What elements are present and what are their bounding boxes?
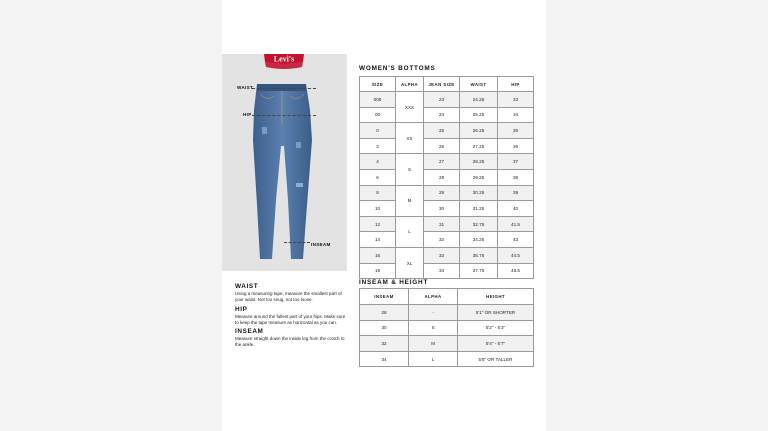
alpha-cell: XS [396,123,424,154]
svg-text:Levi's: Levi's [273,54,295,64]
jean-size-cell: 25 [424,123,460,139]
sizes-table-row [360,123,534,139]
waist-cell: 35.75 [460,247,498,263]
waist-cell: 31.25 [460,201,498,217]
hip-instructions-title: HIP [235,306,248,313]
inseam-cell: 30 [360,320,409,336]
size-cell: 14 [360,232,396,248]
sizes-table-row [360,169,534,185]
sizes-table-row [360,247,534,263]
sizes-table-row [360,216,534,232]
inseam-instructions-text: Measure straight down the inside leg from the crotch to the ankle. [235,336,345,347]
waist-guide-line [252,88,316,89]
hip-cell: 40 [498,201,534,217]
waist-instructions-text: Using a measuring tape, measure the smallest part of your waist. Not too snug, not too loose. [235,291,342,302]
size-cell: 10 [360,201,396,217]
hip-cell: 37 [498,154,534,170]
size-cell: 16 [360,247,396,263]
size-cell: 00 [360,107,396,123]
size-cell: 18 [360,263,396,279]
alpha-cell: XXS [396,92,424,123]
alpha-cell: L [396,216,424,247]
hip-instructions-text: Measure around the fullest part of your hips. Make sure to keep the tape measure as horizontal as you can. [235,314,346,325]
alpha-cell: XL [396,247,424,278]
waist-cell: 29.25 [460,169,498,185]
size-cell: 12 [360,216,396,232]
hip-label: HIP [243,112,252,117]
size-cell: 000 [360,92,396,108]
sizes-header-cell: SIZE [360,77,396,92]
alpha-cell: M [396,185,424,216]
waist-cell: 24.25 [460,92,498,108]
womens-bottoms-table [359,76,534,279]
jean-size-cell: 30 [424,201,460,217]
sizes-table-row [360,263,534,279]
inseam-header-cell: INSEAM [360,289,409,305]
inseam-alpha-cell: - [409,305,458,321]
inseam-guide-line [284,242,310,243]
waist-cell: 28.25 [460,154,498,170]
jean-size-cell: 34 [424,263,460,279]
inseam-header-cell: ALPHA [409,289,458,305]
hip-cell: 46.5 [498,263,534,279]
sizes-table-row [360,92,534,108]
sizes-header-cell: HIP [498,77,534,92]
jean-size-cell: 24 [424,107,460,123]
jean-size-cell: 32 [424,232,460,248]
inseam-alpha-cell: M [409,336,458,352]
waist-cell: 25.25 [460,107,498,123]
sizes-table-row [360,154,534,170]
sizes-header-cell: ALPHA [396,77,424,92]
hip-cell: 44.5 [498,247,534,263]
inseam-alpha-cell: S [409,320,458,336]
height-cell: 5'4" - 5'7" [458,336,534,352]
hip-guide-line [252,115,316,116]
sizes-header-cell: JEAN SIZE [424,77,460,92]
size-cell: 6 [360,169,396,185]
inseam-height-table [359,288,534,367]
size-cell: 8 [360,185,396,201]
waist-cell: 30.25 [460,185,498,201]
inseam-table-row [360,320,534,336]
inseam-label: INSEAM [311,242,331,247]
hip-cell: 38 [498,169,534,185]
jean-size-cell: 27 [424,154,460,170]
levis-logo [263,53,305,73]
jean-size-cell: 29 [424,185,460,201]
inseam-instructions [235,328,350,348]
jean-size-cell: 31 [424,216,460,232]
sizes-table-row [360,232,534,248]
waist-cell: 34.25 [460,232,498,248]
inseam-table-row [360,305,534,321]
sizes-table-row [360,138,534,154]
waist-cell: 27.25 [460,138,498,154]
waist-cell: 26.25 [460,123,498,139]
waist-cell: 37.75 [460,263,498,279]
inseam-header-cell: HEIGHT [458,289,534,305]
sizes-table-row [360,185,534,201]
height-cell: 5'8" OR TALLER [458,351,534,367]
inseam-cell: 28 [360,305,409,321]
hip-cell: 33 [498,92,534,108]
sizes-header-cell: WAIST [460,77,498,92]
inseam-alpha-cell: L [409,351,458,367]
alpha-cell: S [396,154,424,185]
size-cell: 2 [360,138,396,154]
inseam-table-row [360,351,534,367]
sizes-table-row [360,201,534,217]
hip-cell: 39 [498,185,534,201]
jeans-illustration [248,80,318,262]
inseam-table-row [360,336,534,352]
hip-cell: 34 [498,107,534,123]
waist-instructions [235,283,350,303]
jean-size-cell: 23 [424,92,460,108]
hip-cell: 35 [498,123,534,139]
hip-instructions [235,306,350,326]
inseam-cell: 34 [360,351,409,367]
size-cell: 4 [360,154,396,170]
hip-cell: 41.5 [498,216,534,232]
hip-cell: 43 [498,232,534,248]
inseam-instructions-title: INSEAM [235,328,264,335]
height-cell: 5'1" OR SHORTER [458,305,534,321]
jean-size-cell: 28 [424,169,460,185]
sizes-table-title: WOMEN'S BOTTOMS [359,65,436,72]
inseam-table-title: INSEAM & HEIGHT [359,279,429,286]
hip-cell: 36 [498,138,534,154]
waist-label: WAIST [237,85,254,90]
size-cell: 0 [360,123,396,139]
waist-cell: 32.75 [460,216,498,232]
inseam-cell: 32 [360,336,409,352]
jean-size-cell: 26 [424,138,460,154]
jean-size-cell: 33 [424,247,460,263]
height-cell: 5'2" - 5'3" [458,320,534,336]
waist-instructions-title: WAIST [235,283,259,290]
sizes-table-row [360,107,534,123]
